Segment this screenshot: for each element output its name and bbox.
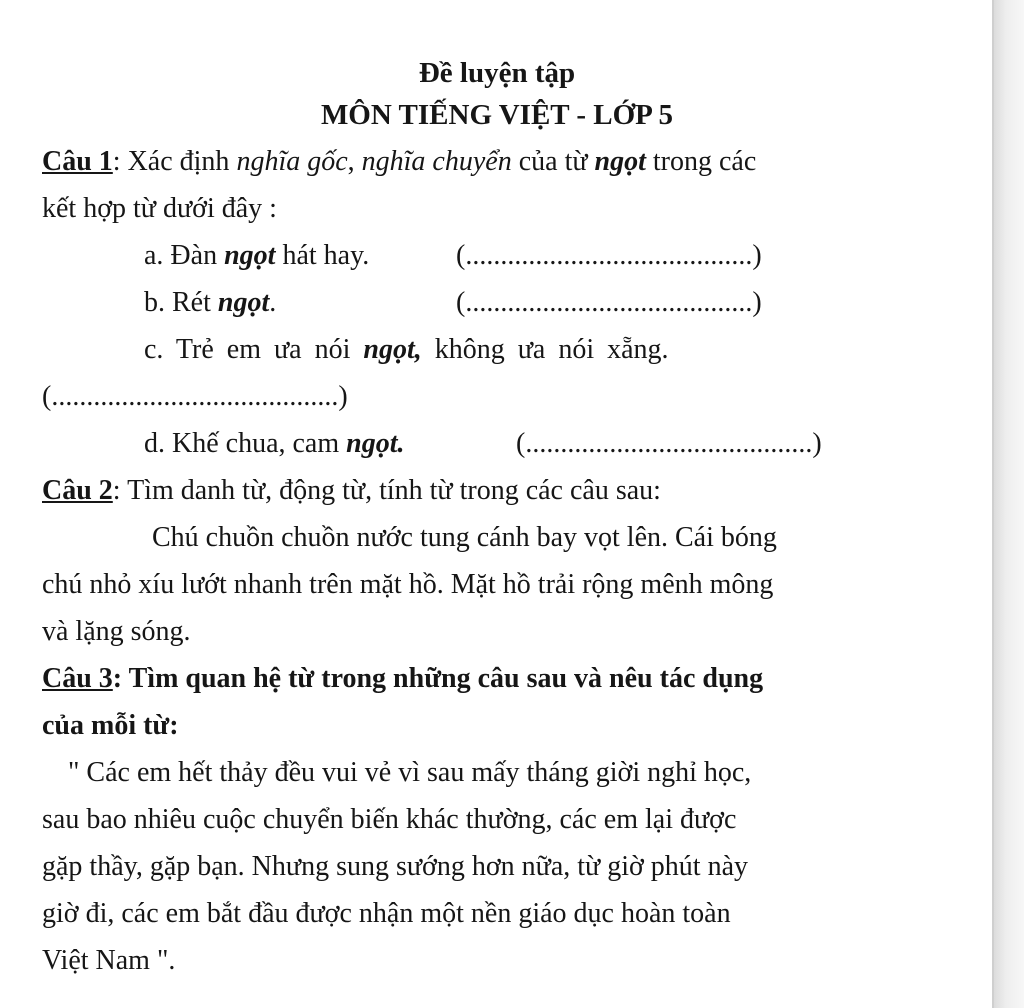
q1-item-c xyxy=(42,326,940,373)
item-d-keyword: ngọt. xyxy=(346,428,405,459)
q1-label: Câu 1 xyxy=(42,146,113,177)
q3-passage-5: Việt Nam ". xyxy=(42,945,176,976)
item-a-keyword: ngọt xyxy=(224,240,276,271)
q2-label: Câu 2 xyxy=(42,475,113,506)
item-b-suffix: . xyxy=(269,287,277,318)
title-line-1: Đề luyện tập xyxy=(418,57,576,89)
q3-passage-1: " Các em hết thảy đều vui vẻ vì sau mấy tháng giời nghỉ học, xyxy=(68,757,752,788)
item-b-keyword: ngọt xyxy=(217,287,270,318)
q1-item-a xyxy=(42,232,940,279)
q3-line-2: của mỗi từ: xyxy=(42,710,179,741)
q3-passage-2: sau bao nhiêu cuộc chuyển biến khác thường, các em lại được xyxy=(42,804,737,835)
item-a-prefix: a. Đàn xyxy=(144,240,225,271)
item-c-suffix: không ưa nói xẵng. xyxy=(421,334,669,365)
q3-text: : Tìm quan hệ từ trong những câu sau và nêu tác dụng xyxy=(112,663,764,694)
q2-text: : Tìm danh từ, động từ, tính từ trong các câu sau: xyxy=(112,475,661,506)
q1-keyword: ngọt xyxy=(594,146,646,177)
page-edge-shadow xyxy=(994,0,1024,1008)
q2-passage-1: Chú chuồn chuồn nước tung cánh bay vọt lên. Cái bóng xyxy=(152,522,777,553)
item-c-answer-blank[interactable]: (.........................................) xyxy=(42,381,348,412)
q1-text: : Xác định xyxy=(112,146,237,177)
worksheet xyxy=(42,52,940,984)
q1-item-c-answer xyxy=(42,373,940,420)
q1-italic-1: nghĩa gốc xyxy=(236,146,348,177)
item-c-prefix: c. Trẻ em ưa nói xyxy=(144,334,364,365)
q3-line-1 xyxy=(42,655,940,702)
item-d-answer-blank[interactable]: (.........................................) xyxy=(516,428,822,459)
item-d-prefix: d. Khế chua, cam xyxy=(144,428,347,459)
q1-italic-2: nghĩa chuyển xyxy=(361,146,512,177)
q1-item-d xyxy=(42,420,940,467)
q1-item-b xyxy=(42,279,940,326)
q2-passage-2: chú nhỏ xíu lướt nhanh trên mặt hồ. Mặt hồ trải rộng mênh mông xyxy=(42,569,774,600)
q2-passage-3: và lặng sóng. xyxy=(42,616,191,647)
q3-passage-4: giờ đi, các em bắt đầu được nhận một nền giáo dục hoàn toàn xyxy=(42,898,731,929)
q1-text-2: của từ xyxy=(511,146,595,177)
item-b-answer-blank[interactable]: (.........................................) xyxy=(456,287,762,318)
q3-passage-3: gặp thầy, gặp bạn. Nhưng sung sướng hơn nữa, từ giờ phút này xyxy=(42,851,749,882)
title-line-2: MÔN TIẾNG VIỆT - LỚP 5 xyxy=(320,99,674,131)
q1-text-3: trong các xyxy=(645,146,757,177)
item-c-keyword: ngọt, xyxy=(363,334,422,365)
q1-line-2: kết hợp từ dưới đây : xyxy=(42,193,277,224)
q2-line-1 xyxy=(42,467,940,514)
q1-line-1 xyxy=(42,138,940,185)
q1-sep: , xyxy=(347,146,362,177)
item-a-answer-blank[interactable]: (.........................................) xyxy=(456,240,762,271)
item-a-suffix: hát hay. xyxy=(275,240,370,271)
item-b-prefix: b. Rét xyxy=(144,287,218,318)
q3-label: Câu 3 xyxy=(42,663,113,694)
